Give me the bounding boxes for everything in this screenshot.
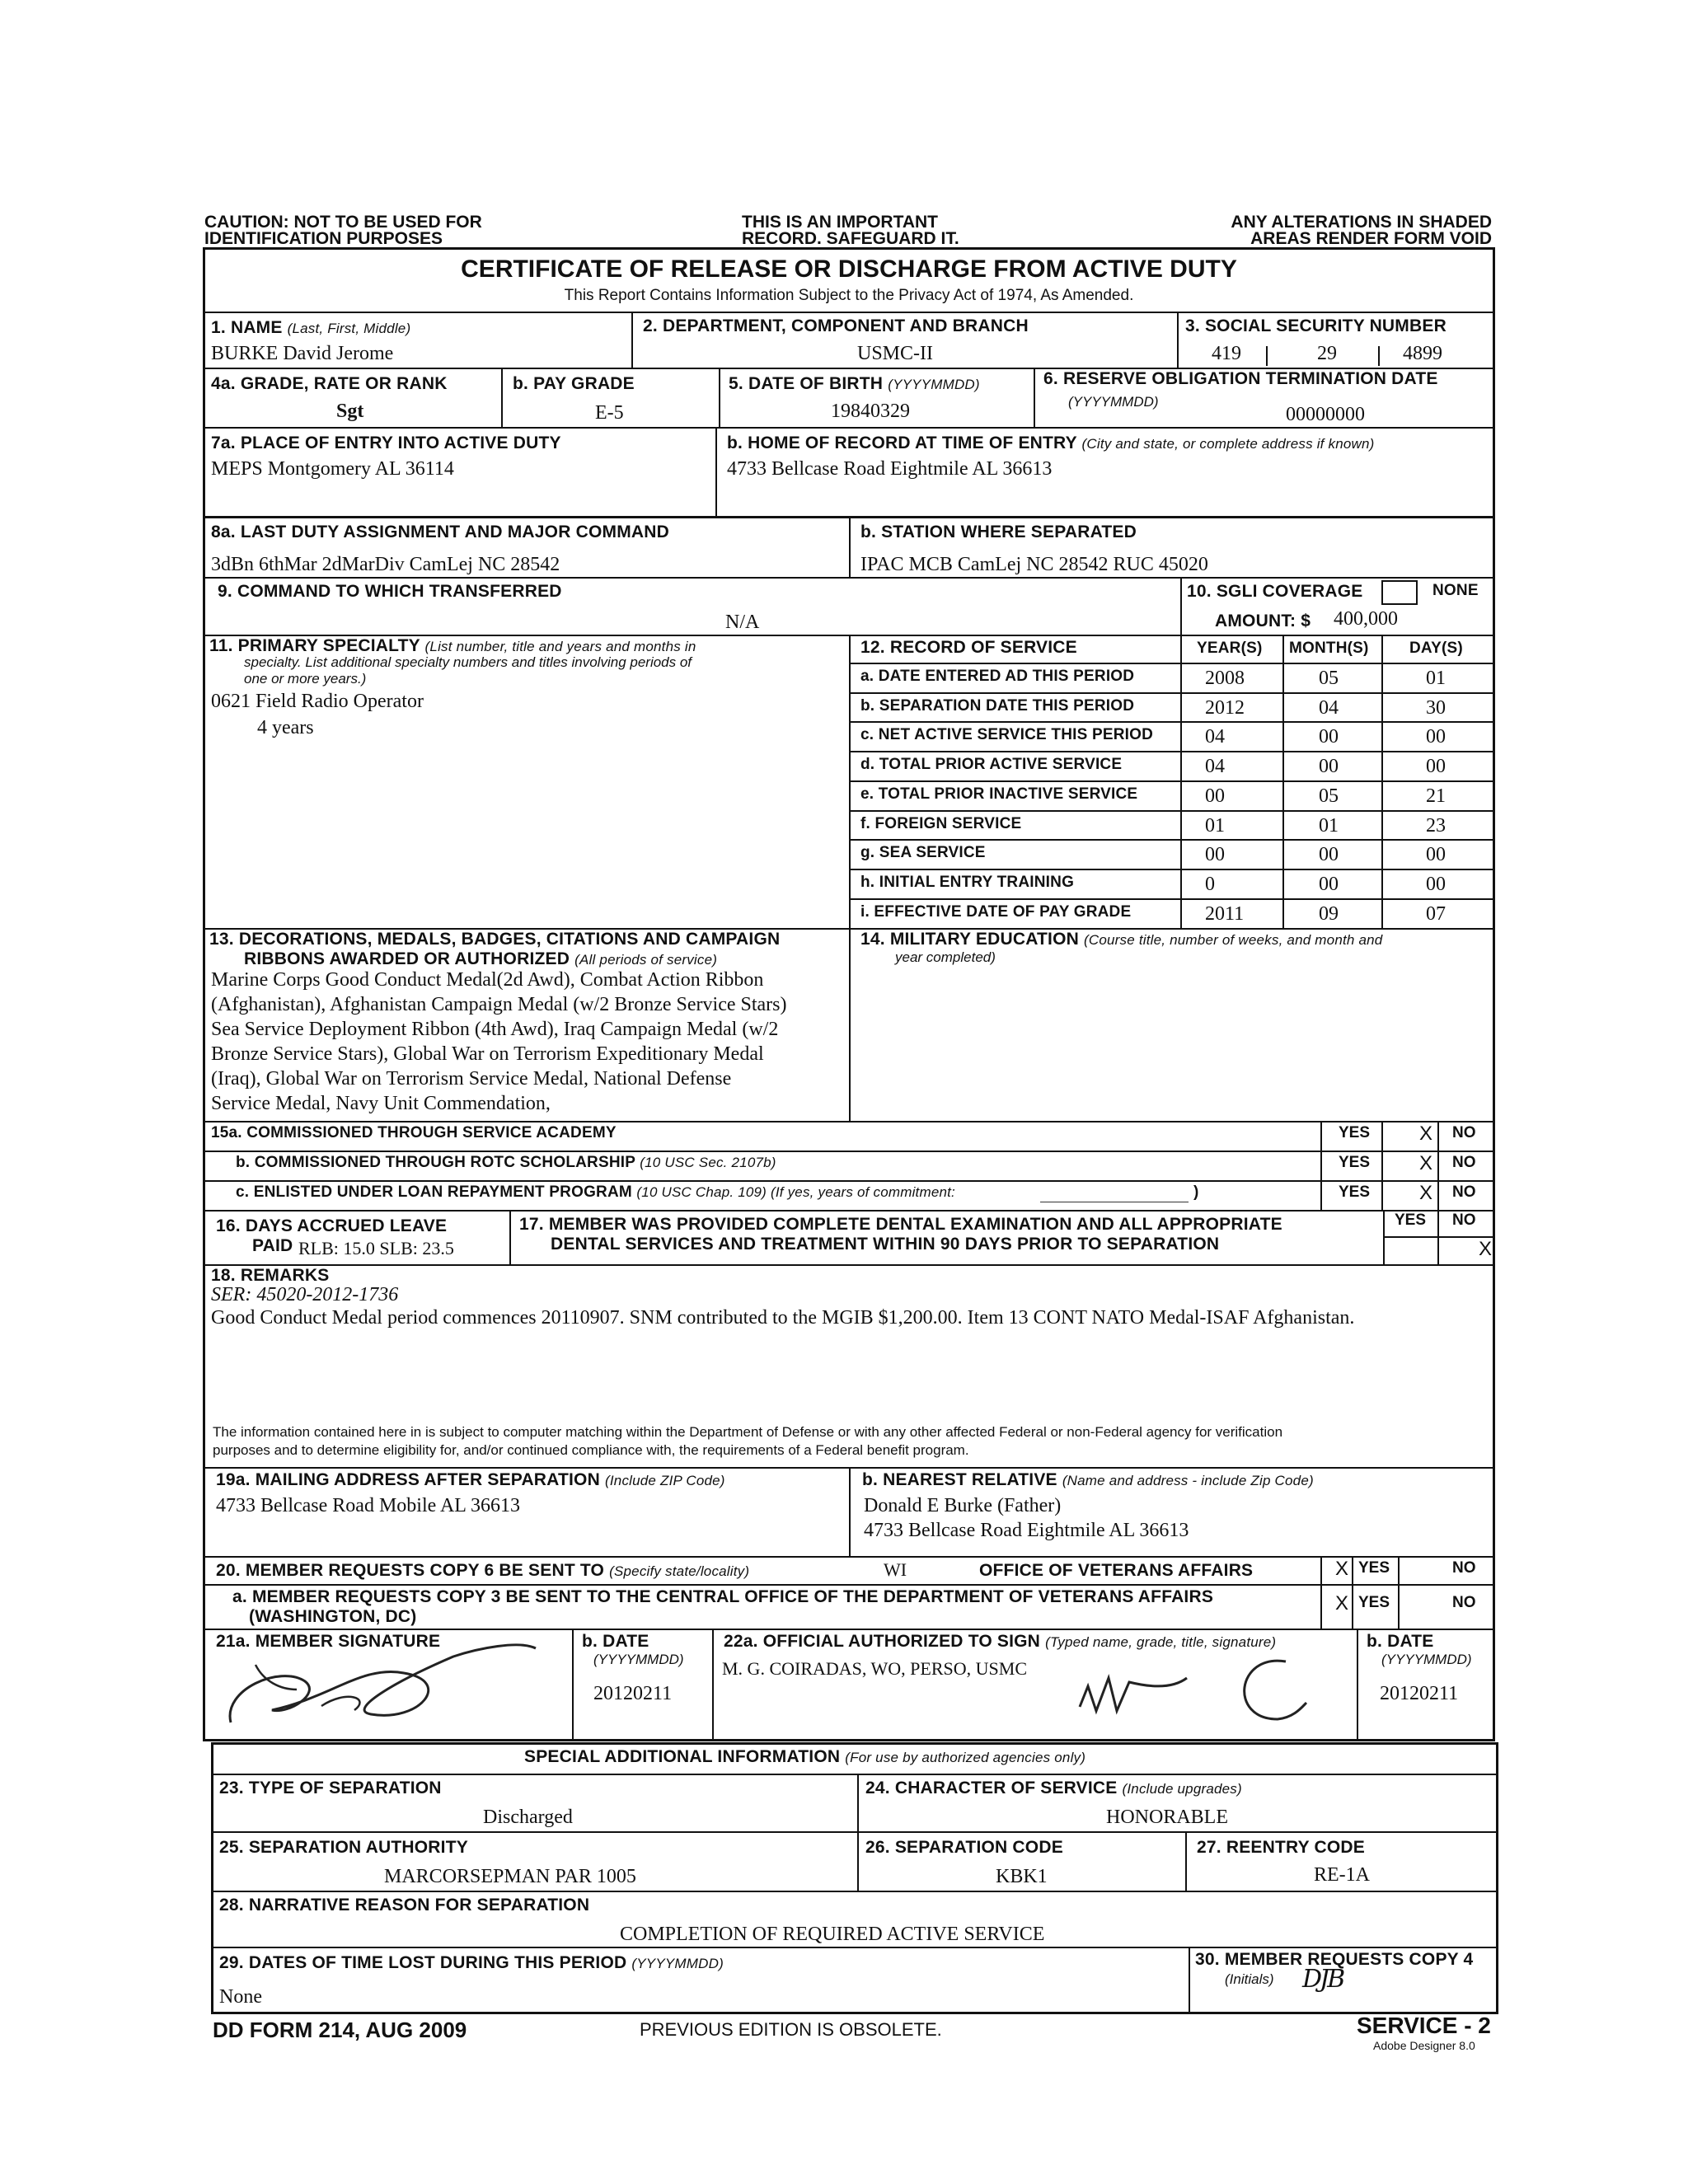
pay-grade-value: E-5 bbox=[595, 402, 624, 424]
obsolete-notice: PREVIOUS EDITION IS OBSOLETE. bbox=[640, 2019, 942, 2040]
col-years: YEAR(S) bbox=[1197, 640, 1263, 657]
home-of-record-label: b. HOME OF RECORD AT TIME OF ENTRY (City and state, or complete address if known) bbox=[727, 434, 1375, 452]
dental-no-mark[interactable]: X bbox=[1479, 1238, 1493, 1260]
academy-yes-label: YES bbox=[1339, 1124, 1371, 1141]
dob-label: 5. DATE OF BIRTH (YYYYMMDD) bbox=[729, 374, 980, 393]
separation-type-label: 23. TYPE OF SEPARATION bbox=[219, 1779, 442, 1797]
ssn-part3: 4899 bbox=[1403, 343, 1442, 364]
record-of-service-days-value: 00 bbox=[1426, 756, 1446, 777]
home-of-record-value: 4733 Bellcase Road Eightmile AL 36613 bbox=[727, 458, 1053, 480]
record-of-service-days-value: 00 bbox=[1426, 844, 1446, 865]
disclaimer-line1: The information contained here in is subject to computer matching within the Department of Defense or with any other affected Federal or non-Federal agency for verification bbox=[213, 1424, 1283, 1440]
leave-value: RLB: 15.0 SLB: 23.5 bbox=[298, 1238, 454, 1258]
remarks-line1: SER: 45020-2012-1736 bbox=[211, 1284, 399, 1305]
record-of-service-days-value: 00 bbox=[1426, 874, 1446, 895]
reserve-obligation-label: 6. RESERVE OBLIGATION TERMINATION DATE bbox=[1043, 369, 1438, 388]
official-value: M. G. COIRADAS, WO, PERSO, USMC bbox=[722, 1658, 1027, 1679]
designer-note: Adobe Designer 8.0 bbox=[1373, 2039, 1475, 2052]
dob-value: 19840329 bbox=[831, 401, 910, 422]
record-of-service-row-label: c. NET ACTIVE SERVICE THIS PERIOD bbox=[860, 726, 1154, 743]
military-education-hint2: year completed) bbox=[895, 949, 996, 965]
station-separated-label: b. STATION WHERE SEPARATED bbox=[860, 523, 1137, 541]
decorations-label1: 13. DECORATIONS, MEDALS, BADGES, CITATIONS AND CAMPAIGN bbox=[209, 930, 781, 949]
department-label: 2. DEPARTMENT, COMPONENT AND BRANCH bbox=[643, 316, 1029, 335]
reserve-obligation-hint: (YYYYMMDD) bbox=[1068, 394, 1159, 410]
primary-specialty-hint3: one or more years.) bbox=[244, 671, 367, 687]
form-title: CERTIFICATE OF RELEASE OR DISCHARGE FROM ACTIVE DUTY bbox=[461, 255, 1237, 283]
reentry-code-value: RE-1A bbox=[1314, 1864, 1370, 1886]
copy6-state: WI bbox=[884, 1559, 907, 1580]
entry-place-label: 7a. PLACE OF ENTRY INTO ACTIVE DUTY bbox=[211, 434, 561, 452]
loan-no-mark[interactable]: X bbox=[1419, 1182, 1433, 1204]
department-value: USMC-II bbox=[857, 343, 934, 364]
copy4-initials: DJB bbox=[1302, 1965, 1343, 1994]
record-of-service-years-value: 2008 bbox=[1205, 668, 1245, 689]
rotc-no-label: NO bbox=[1452, 1154, 1476, 1171]
mailing-address-value: 4733 Bellcase Road Mobile AL 36613 bbox=[216, 1495, 521, 1516]
academy-no-mark[interactable]: X bbox=[1419, 1122, 1433, 1145]
record-of-service-row-label: f. FOREIGN SERVICE bbox=[860, 815, 1022, 832]
record-of-service-days-value: 23 bbox=[1426, 815, 1446, 837]
last-duty-label: 8a. LAST DUTY ASSIGNMENT AND MAJOR COMMAND bbox=[211, 523, 669, 541]
caution-notice: CAUTION: NOT TO BE USED FOR IDENTIFICATION PURPOSES bbox=[204, 213, 482, 248]
official-label: 22a. OFFICIAL AUTHORIZED TO SIGN (Typed name, grade, title, signature) bbox=[724, 1632, 1277, 1651]
sgli-amount-value: 400,000 bbox=[1334, 608, 1398, 630]
nearest-relative-label: b. NEAREST RELATIVE (Name and address - include Zip Code) bbox=[862, 1470, 1314, 1489]
member-date-value: 20120211 bbox=[593, 1683, 673, 1704]
copy3-label1: a. MEMBER REQUESTS COPY 3 BE SENT TO THE CENTRAL OFFICE OF THE DEPARTMENT OF VETERANS AFFAIRS bbox=[232, 1587, 1214, 1606]
entry-place-value: MEPS Montgomery AL 36114 bbox=[211, 458, 454, 480]
primary-specialty-line2: 4 years bbox=[257, 717, 314, 738]
official-date-label: b. DATE bbox=[1367, 1632, 1434, 1651]
privacy-notice: This Report Contains Information Subject to the Privacy Act of 1974, As Amended. bbox=[564, 287, 1134, 304]
record-of-service-row-label: e. TOTAL PRIOR INACTIVE SERVICE bbox=[860, 785, 1138, 803]
primary-specialty-hint2: specialty. List additional specialty numbers and titles involving periods of bbox=[244, 654, 692, 670]
dental-yes-label: YES bbox=[1395, 1212, 1427, 1229]
sgli-none-label: NONE bbox=[1432, 582, 1479, 599]
member-date-label: b. DATE bbox=[582, 1632, 649, 1651]
record-of-service-years-value: 0 bbox=[1205, 874, 1215, 895]
copy3-yes-label: YES bbox=[1358, 1594, 1390, 1611]
record-of-service-months-value: 00 bbox=[1319, 726, 1339, 748]
official-date-hint: (YYYYMMDD) bbox=[1381, 1652, 1472, 1667]
leave-label1: 16. DAYS ACCRUED LEAVE bbox=[216, 1216, 448, 1235]
col-days: DAY(S) bbox=[1409, 640, 1463, 657]
member-signature-label: 21a. MEMBER SIGNATURE bbox=[216, 1632, 441, 1651]
record-of-service-years-value: 01 bbox=[1205, 815, 1225, 837]
copy6-label: 20. MEMBER REQUESTS COPY 6 BE SENT TO (Specify state/locality) bbox=[216, 1561, 750, 1580]
record-of-service-years-value: 2012 bbox=[1205, 697, 1245, 719]
rotc-yes-label: YES bbox=[1339, 1154, 1371, 1171]
record-of-service-months-value: 00 bbox=[1319, 756, 1339, 777]
member-date-hint: (YYYYMMDD) bbox=[593, 1652, 684, 1667]
sgli-label: 10. SGLI COVERAGE bbox=[1187, 582, 1363, 601]
col-months: MONTH(S) bbox=[1289, 640, 1369, 657]
dental-no-label: NO bbox=[1452, 1212, 1476, 1229]
record-of-service-months-value: 05 bbox=[1319, 668, 1339, 689]
grade-value: Sgt bbox=[336, 401, 364, 422]
record-of-service-row-label: h. INITIAL ENTRY TRAINING bbox=[860, 874, 1075, 891]
rotc-academy-label: 15a. COMMISSIONED THROUGH SERVICE ACADEMY bbox=[211, 1124, 617, 1141]
primary-specialty-line1: 0621 Field Radio Operator bbox=[211, 691, 424, 712]
separation-code-value: KBK1 bbox=[996, 1866, 1048, 1887]
transferred-value: N/A bbox=[725, 612, 760, 633]
reentry-code-label: 27. REENTRY CODE bbox=[1197, 1838, 1365, 1857]
record-of-service-months-value: 01 bbox=[1319, 815, 1339, 837]
copy4-hint: (Initials) bbox=[1225, 1971, 1274, 1987]
station-separated-value: IPAC MCB CamLej NC 28542 RUC 45020 bbox=[860, 554, 1208, 575]
loan-repayment-label: c. ENLISTED UNDER LOAN REPAYMENT PROGRAM (10 USC Chap. 109) (If yes, years of commitment: bbox=[236, 1183, 955, 1201]
member-signature bbox=[206, 1632, 552, 1739]
leave-label2: PAID bbox=[252, 1236, 293, 1255]
ssn-part1: 419 bbox=[1212, 343, 1241, 364]
official-signature bbox=[1071, 1645, 1343, 1736]
sgli-amount-label: AMOUNT: $ bbox=[1215, 612, 1311, 630]
service-copy: SERVICE - 2 bbox=[1357, 2013, 1491, 2038]
dental-label1: 17. MEMBER WAS PROVIDED COMPLETE DENTAL EXAMINATION AND ALL APPROPRIATE bbox=[519, 1215, 1282, 1234]
ssn-part2: 29 bbox=[1317, 343, 1337, 364]
military-education-label: 14. MILITARY EDUCATION (Course title, number of weeks, and month and bbox=[860, 930, 1383, 949]
loan-repayment-close: ) bbox=[1193, 1183, 1199, 1201]
name-label: 1. NAME (Last, First, Middle) bbox=[211, 318, 411, 337]
copy4-label: 30. MEMBER REQUESTS COPY 4 bbox=[1195, 1950, 1474, 1969]
narrative-reason-value: COMPLETION OF REQUIRED ACTIVE SERVICE bbox=[620, 1924, 1045, 1945]
transferred-label: 9. COMMAND TO WHICH TRANSFERRED bbox=[218, 582, 562, 601]
record-of-service-years-value: 2011 bbox=[1205, 903, 1245, 925]
remarks-line2: Good Conduct Medal period commences 20110907. SNM contributed to the MGIB $1,200.00. Item 13 CONT NATO Medal-ISAF Afghanistan. bbox=[211, 1307, 1355, 1329]
narrative-reason-label: 28. NARRATIVE REASON FOR SEPARATION bbox=[219, 1896, 590, 1915]
rotc-scholarship-label: b. COMMISSIONED THROUGH ROTC SCHOLARSHIP (10 USC Sec. 2107b) bbox=[236, 1154, 776, 1171]
separation-authority-label: 25. SEPARATION AUTHORITY bbox=[219, 1838, 468, 1857]
record-of-service-months-value: 09 bbox=[1319, 903, 1339, 925]
separation-authority-value: MARCORSEPMAN PAR 1005 bbox=[384, 1866, 636, 1887]
decorations-text: Marine Corps Good Conduct Medal(2d Awd), Combat Action Ribbon (Afghanistan), Afghanistan Campaign Medal (w/2 Bronze Service Stars) Sea Service Deployment Ribbon (4th Awd), Iraq Campaign Medal (w/2 Bronze Service Stars), Global War on Terrorism Expeditionary Medal (Iraq), Global War on Terrorism Service Medal, National Defense Service Medal, Navy Unit Commendation, bbox=[211, 969, 787, 1114]
record-of-service-row-label: b. SEPARATION DATE THIS PERIOD bbox=[860, 697, 1135, 715]
time-lost-label: 29. DATES OF TIME LOST DURING THIS PERIOD (YYYYMMDD) bbox=[219, 1953, 724, 1972]
ssn-label: 3. SOCIAL SECURITY NUMBER bbox=[1185, 316, 1447, 335]
loan-no-label: NO bbox=[1452, 1183, 1476, 1201]
last-duty-value: 3dBn 6thMar 2dMarDiv CamLej NC 28542 bbox=[211, 554, 560, 575]
copy3-yes-mark[interactable]: X bbox=[1335, 1592, 1349, 1615]
alterations-notice: ANY ALTERATIONS IN SHADED AREAS RENDER FORM VOID bbox=[1231, 213, 1492, 248]
nearest-relative-line1: Donald E Burke (Father) bbox=[864, 1495, 1062, 1516]
nearest-relative-line2: 4733 Bellcase Road Eightmile AL 36613 bbox=[864, 1520, 1189, 1541]
mailing-address-label: 19a. MAILING ADDRESS AFTER SEPARATION (Include ZIP Code) bbox=[216, 1470, 725, 1489]
copy6-no-label: NO bbox=[1452, 1559, 1476, 1577]
copy6-yes-mark[interactable]: X bbox=[1335, 1558, 1349, 1580]
copy6-yes-label: YES bbox=[1358, 1559, 1390, 1577]
record-of-service-years-value: 04 bbox=[1205, 756, 1225, 777]
grade-label: 4a. GRADE, RATE OR RANK bbox=[211, 374, 448, 393]
record-of-service-years-value: 04 bbox=[1205, 726, 1225, 748]
record-of-service-months-value: 04 bbox=[1319, 697, 1339, 719]
record-of-service-years-value: 00 bbox=[1205, 844, 1225, 865]
form-number: DD FORM 214, AUG 2009 bbox=[213, 2018, 467, 2042]
record-of-service-row-label: i. EFFECTIVE DATE OF PAY GRADE bbox=[860, 903, 1132, 921]
separation-code-label: 26. SEPARATION CODE bbox=[865, 1838, 1063, 1857]
record-of-service-label: 12. RECORD OF SERVICE bbox=[860, 638, 1077, 657]
loan-yes-label: YES bbox=[1339, 1183, 1371, 1201]
time-lost-value: None bbox=[219, 1986, 262, 2008]
copy3-no-label: NO bbox=[1452, 1594, 1476, 1611]
record-of-service-row-label: d. TOTAL PRIOR ACTIVE SERVICE bbox=[860, 756, 1123, 773]
record-of-service-months-value: 05 bbox=[1319, 785, 1339, 807]
record-of-service-months-value: 00 bbox=[1319, 874, 1339, 895]
record-of-service-days-value: 21 bbox=[1426, 785, 1446, 807]
record-of-service-days-value: 30 bbox=[1426, 697, 1446, 719]
dental-label2: DENTAL SERVICES AND TREATMENT WITHIN 90 DAYS PRIOR TO SEPARATION bbox=[551, 1235, 1220, 1254]
special-info-title: SPECIAL ADDITIONAL INFORMATION (For use by authorized agencies only) bbox=[524, 1747, 1086, 1766]
academy-no-label: NO bbox=[1452, 1124, 1476, 1141]
disclaimer-line2: purposes and to determine eligibility for, and/or continued compliance with, the requirements of a Federal benefit program. bbox=[213, 1442, 969, 1458]
record-of-service-days-value: 00 bbox=[1426, 726, 1446, 748]
primary-specialty-label: 11. PRIMARY SPECIALTY (List number, title and years and months in bbox=[209, 636, 696, 655]
name-value: BURKE David Jerome bbox=[211, 343, 394, 364]
character-label: 24. CHARACTER OF SERVICE (Include upgrades) bbox=[865, 1779, 1242, 1797]
record-of-service-months-value: 00 bbox=[1319, 844, 1339, 865]
separation-type-value: Discharged bbox=[483, 1807, 573, 1828]
rotc-no-mark[interactable]: X bbox=[1419, 1152, 1433, 1174]
reserve-obligation-value: 00000000 bbox=[1286, 404, 1365, 425]
record-of-service-days-value: 07 bbox=[1426, 903, 1446, 925]
record-of-service-row-label: g. SEA SERVICE bbox=[860, 844, 986, 861]
pay-grade-label: b. PAY GRADE bbox=[513, 374, 635, 393]
copy6-office: OFFICE OF VETERANS AFFAIRS bbox=[979, 1561, 1254, 1580]
character-value: HONORABLE bbox=[1106, 1807, 1228, 1828]
important-notice: THIS IS AN IMPORTANT RECORD. SAFEGUARD IT. bbox=[742, 213, 959, 248]
sgli-none-checkbox[interactable] bbox=[1381, 580, 1418, 605]
record-of-service-days-value: 01 bbox=[1426, 668, 1446, 689]
decorations-label2: RIBBONS AWARDED OR AUTHORIZED (All periods of service) bbox=[244, 949, 718, 968]
official-date-value: 20120211 bbox=[1380, 1683, 1459, 1704]
record-of-service-row-label: a. DATE ENTERED AD THIS PERIOD bbox=[860, 668, 1135, 685]
copy3-label2: (WASHINGTON, DC) bbox=[249, 1607, 417, 1626]
record-of-service-years-value: 00 bbox=[1205, 785, 1225, 807]
remarks-label: 18. REMARKS bbox=[211, 1266, 330, 1285]
